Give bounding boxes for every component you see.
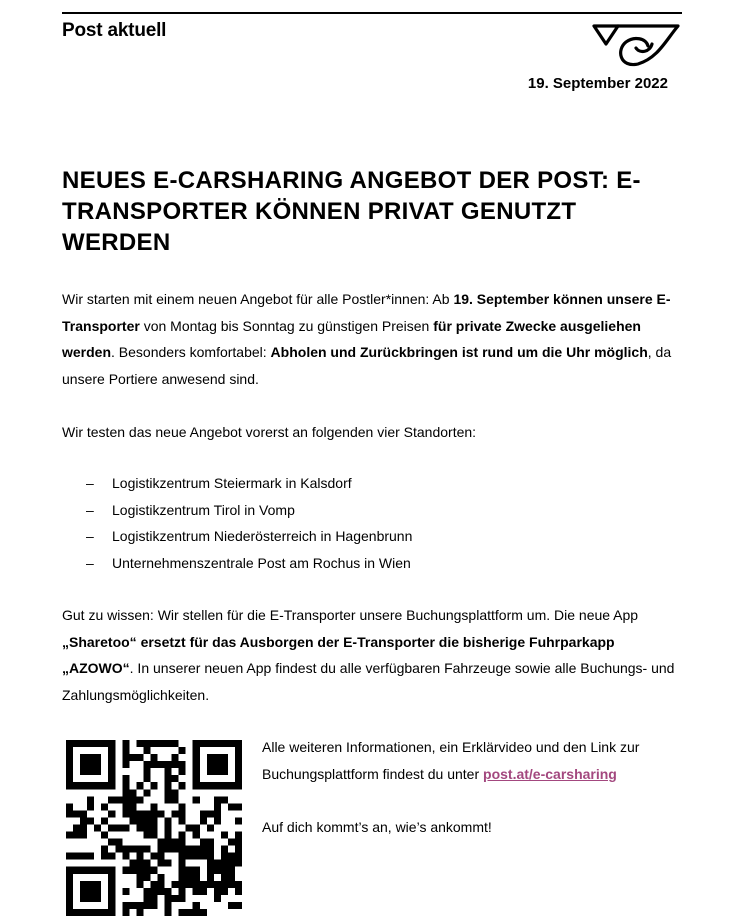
qr-code-icon[interactable] [66, 740, 242, 916]
intro-paragraph: Wir starten mit einem neuen Angebot für alle Postler*innen: Ab 19. September können unsere E-Transporter von Montag bis Sonntag zu günstigen Preisen für private Zwecke ausgeliehen werden. Besonders komfortabel: Abholen und Zurückbringen ist rund um die Uhr möglich, da unsere Portiere anwesend sind. [62, 291, 672, 387]
publication-date: 19. September 2022 [527, 75, 668, 92]
list-item: – Unternehmenszentrale Post am Rochus in Wien [86, 550, 412, 577]
brand-title: Post aktuell [62, 20, 167, 41]
list-dash: – [86, 554, 94, 571]
info-link[interactable]: post.at/e-carsharing [483, 765, 617, 782]
page-title: NEUES E-CARSHARING ANGEBOT DER POST: E-TRANSPORTER KÖNNEN PRIVAT GENUTZT WERDEN [62, 167, 641, 256]
list-dash: – [86, 501, 94, 518]
list-item: – Logistikzentrum Tirol in Vomp [86, 497, 412, 524]
closing-text: Auf dich kommt’s an, wie’s ankommt! [262, 819, 492, 835]
list-dash: – [86, 528, 94, 544]
list-item: – Logistikzentrum Steiermark in Kalsdorf [86, 470, 412, 497]
list-item: – Logistikzentrum Niederösterreich in Hagenbrunn [86, 523, 412, 550]
locations-intro: Wir testen das neue Angebot vorerst an folgenden vier Standorten: [62, 424, 477, 440]
locations-list [86, 470, 412, 576]
list-dash: – [86, 475, 94, 491]
info-text: Alle weiteren Informationen, ein Erklärvideo und den Link zur Buchungsplattform findest du unter post.at/e-carsharing [262, 739, 640, 782]
post-horn-logo-icon [590, 20, 682, 70]
app-info-paragraph: Gut zu wissen: Wir stellen für die E-Transporter unsere Buchungsplattform um. Die neue App „Sharetoo“ ersetzt für das Ausborgen der E-Transporter die bisherige Fuhrparkapp „AZOWO“. In unserer neuen App findest du alle verfügbaren Fahrzeuge sowie alle Buchungs- und Zahlungsmöglichkeiten. [62, 607, 675, 703]
header-rule [62, 12, 682, 14]
